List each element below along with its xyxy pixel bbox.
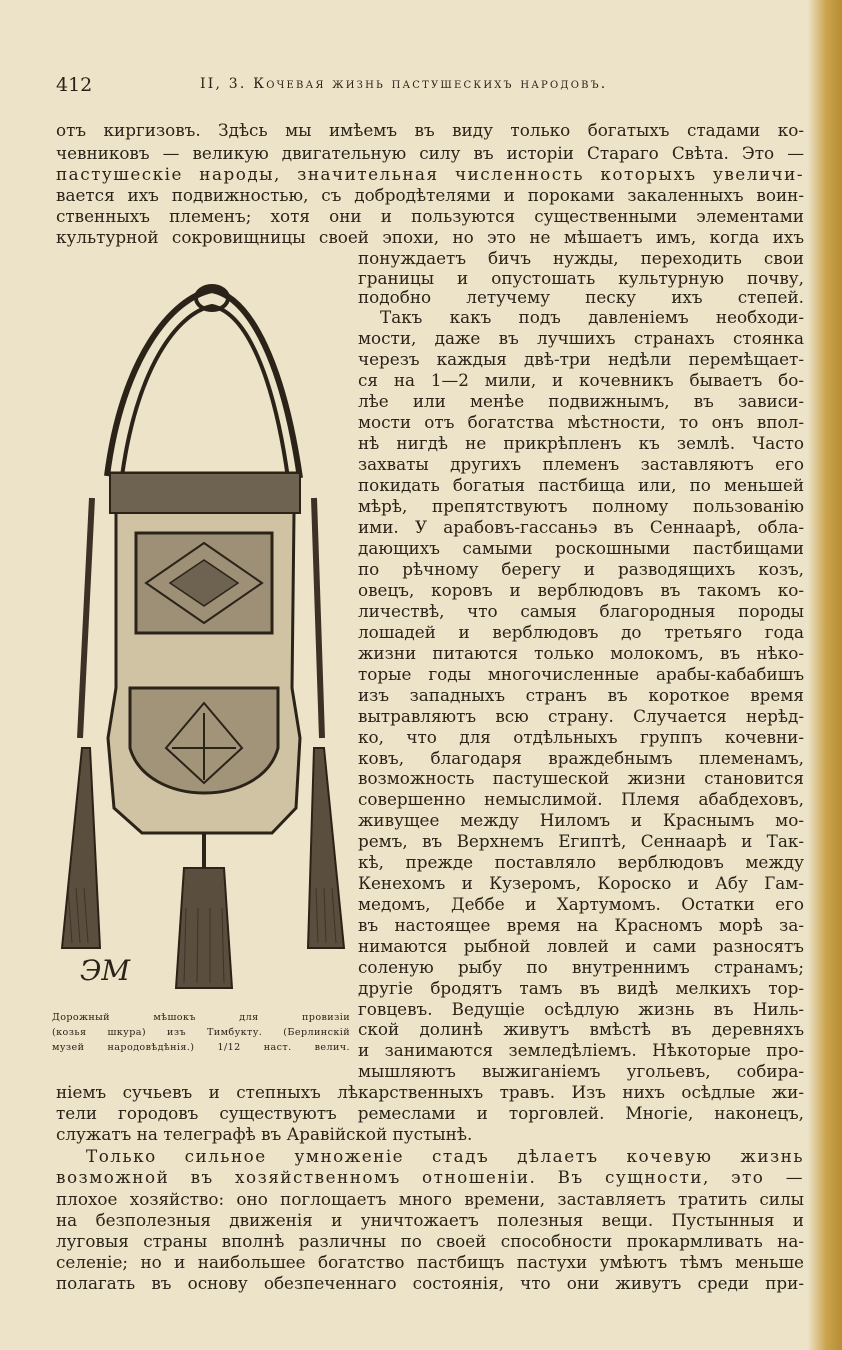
text-line: полагать въ основу обезпеченнаго состоянія, что они живутъ среди при- bbox=[56, 1273, 804, 1293]
figure-caption-line: Дорожный мѣшокъ для провизіи bbox=[52, 1012, 350, 1023]
text-line: ніемъ сучьевъ и степныхъ лѣкарственныхъ травъ. Изъ нихъ осѣдлые жи- bbox=[56, 1082, 804, 1102]
text-line: живущее между Ниломъ и Краснымъ мо- bbox=[358, 810, 804, 830]
text-line: чевниковъ — великую двигательную силу въ исторіи Стараго Свѣта. Это — bbox=[56, 143, 804, 163]
text-line: селеніе; но и наибольшее богатство пастбищъ пастухи умѣютъ тѣмъ меньше bbox=[56, 1252, 804, 1272]
text-line: мости отъ богатства мѣстности, то онъ впол- bbox=[358, 412, 804, 432]
text-line: личествѣ, что самыя благородныя породы bbox=[358, 601, 804, 621]
text-line: Только сильное умноженіе стадъ дѣлаетъ кочевую жизнь bbox=[86, 1146, 804, 1166]
page-edge-shadow bbox=[808, 0, 842, 1350]
figure-caption-line: музей народовѣдѣнія.) 1/12 наст. велич. bbox=[52, 1042, 350, 1053]
text-line: изъ западныхъ странъ въ короткое время bbox=[358, 685, 804, 705]
text-line: границы и опустошать культурную почву, bbox=[358, 268, 804, 288]
text-line: Такъ какъ подъ давленіемъ необходи- bbox=[380, 307, 804, 327]
text-line: нѣ нигдѣ не прикрѣпленъ къ землѣ. Часто bbox=[358, 433, 804, 453]
text-line: возможной въ хозяйственномъ отношеніи. Въ сущности, это — bbox=[56, 1167, 804, 1187]
artist-signature: ЭМ bbox=[80, 954, 131, 987]
text-line: черезъ каждыя двѣ-три недѣли перемѣщает- bbox=[358, 349, 804, 369]
text-line: дающихъ самыми роскошными пастбищами bbox=[358, 538, 804, 558]
text-line: другіе бродятъ тамъ въ видѣ мелкихъ тор- bbox=[358, 978, 804, 998]
text-line: ковъ, благодаря враждебнымъ племенамъ, bbox=[358, 748, 804, 768]
text-line: медомъ, Деббе и Хартумомъ. Остатки его bbox=[358, 894, 804, 914]
text-line: возможность пастушеской жизни становится bbox=[358, 768, 804, 788]
text-line: вается ихъ подвижностью, съ добродѣтелями и пороками закаленныхъ воин- bbox=[56, 185, 804, 205]
figure-caption-line: (козья шкура) изъ Тимбукту. (Берлинскій bbox=[52, 1027, 350, 1038]
text-line: совершенно немыслимой. Племя абабдеховъ, bbox=[358, 789, 804, 809]
text-line: ими. У арабовъ-гассаньэ въ Сеннаарѣ, обла- bbox=[358, 517, 804, 537]
text-line: ственныхъ племенъ; хотя они и пользуются существенными элементами bbox=[56, 206, 804, 226]
running-head: II, 3. Кочевая жизнь пастушескихъ народовъ. bbox=[200, 76, 608, 92]
text-line: въ настоящее время на Красномъ морѣ за- bbox=[358, 915, 804, 935]
text-line: тели городовъ существуютъ ремеслами и торговлей. Многіе, наконецъ, bbox=[56, 1103, 804, 1123]
text-line: вытравляютъ всю страну. Случается нерѣд- bbox=[358, 706, 804, 726]
travel-bag-illustration bbox=[52, 268, 348, 1000]
text-line: плохое хозяйство: оно поглощаетъ много времени, заставляетъ тратить силы bbox=[56, 1189, 804, 1209]
text-line: ко, что для отдѣльныхъ группъ кочевни- bbox=[358, 727, 804, 747]
text-line: и занимаются земледѣліемъ. Нѣкоторые про- bbox=[358, 1040, 804, 1060]
text-line: соленую рыбу по внутреннимъ странамъ; bbox=[358, 957, 804, 977]
text-line: лошадей и верблюдовъ до третьяго года bbox=[358, 622, 804, 642]
page-header bbox=[56, 74, 796, 100]
text-line: Кенехомъ и Кузеромъ, Короско и Абу Гам- bbox=[358, 873, 804, 893]
text-line: на безполезныя движенія и уничтожаетъ полезныя вещи. Пустынныя и bbox=[56, 1210, 804, 1230]
text-line: по рѣчному берегу и разводящихъ козъ, bbox=[358, 559, 804, 579]
text-line: служатъ на телеграфѣ въ Аравійской пустынѣ. bbox=[56, 1124, 473, 1144]
text-line: мышляютъ выжиганіемъ угольевъ, собира- bbox=[358, 1061, 804, 1081]
text-line: культурной сокровищницы своей эпохи, но это не мѣшаетъ имъ, когда ихъ bbox=[56, 227, 804, 247]
text-line: ремъ, въ Верхнемъ Египтѣ, Сеннаарѣ и Так- bbox=[358, 831, 804, 851]
text-line: отъ киргизовъ. Здѣсь мы имѣемъ въ виду только богатыхъ стадами ко- bbox=[56, 120, 804, 140]
page-number: 412 bbox=[56, 74, 93, 96]
text-line: нимаются рыбной ловлей и сами разносятъ bbox=[358, 936, 804, 956]
text-line: пастушескіе народы, значительная численность которыхъ увеличи- bbox=[56, 164, 804, 184]
text-line: покидать богатыя пастбища или, по меньшей bbox=[358, 475, 804, 495]
text-line: мѣрѣ, препятствуютъ полному пользованію bbox=[358, 496, 804, 516]
text-line: ся на 1—2 мили, и кочевникъ бываетъ бо- bbox=[358, 370, 804, 390]
text-line: жизни питаются только молокомъ, въ нѣко- bbox=[358, 643, 804, 663]
text-line: ской долинѣ живутъ вмѣстѣ въ деревняхъ bbox=[358, 1019, 804, 1039]
text-line: подобно летучему песку ихъ степей. bbox=[358, 287, 804, 307]
text-line: торые годы многочисленные арабы-кабабишъ bbox=[358, 664, 804, 684]
text-line: луговыя страны вполнѣ различны по своей способности прокармливать на- bbox=[56, 1231, 804, 1251]
text-line: понуждаетъ бичъ нужды, переходить свои bbox=[358, 248, 804, 268]
text-line: захваты другихъ племенъ заставляютъ его bbox=[358, 454, 804, 474]
text-line: говцевъ. Ведущіе осѣдлую жизнь въ Ниль- bbox=[358, 999, 804, 1019]
text-line: овецъ, коровъ и верблюдовъ въ такомъ ко- bbox=[358, 580, 804, 600]
text-line: кѣ, прежде поставляло верблюдовъ между bbox=[358, 852, 804, 872]
text-line: лѣе или менѣе подвижнымъ, въ зависи- bbox=[358, 391, 804, 411]
text-line: мости, даже въ лучшихъ странахъ стоянка bbox=[358, 328, 804, 348]
